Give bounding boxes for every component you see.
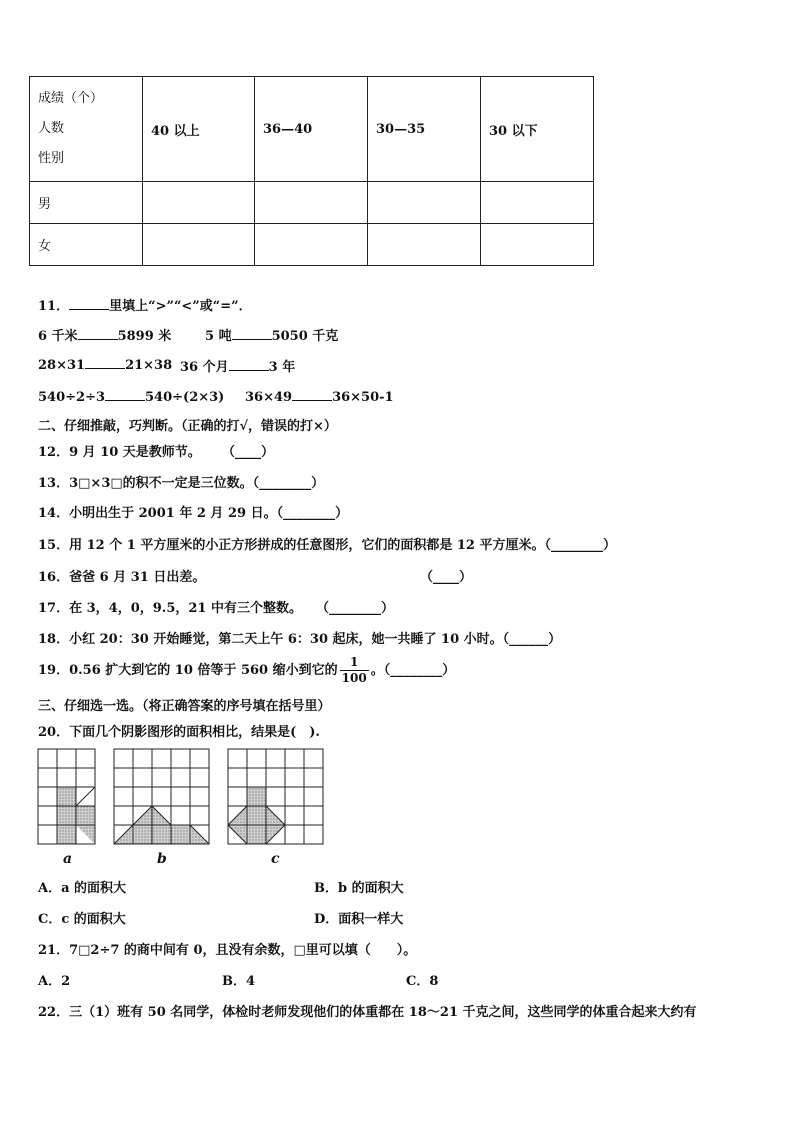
answer-paren[interactable]: （____） <box>420 570 473 585</box>
option-b[interactable]: B．4 <box>222 974 256 989</box>
option-c[interactable]: C．8 <box>406 974 439 989</box>
section-3-heading: 三、仔细选一选。（将正确答案的序号填在括号里） <box>38 699 331 714</box>
row-label-male: 男 <box>30 182 143 224</box>
section-2-heading: 二、仔细推敲，巧判断。（正确的打√，错误的打×） <box>38 419 337 434</box>
question-21: 21．7□2÷7 的商中间有 0，且没有余数，□里可以填（ ）。 <box>38 943 417 958</box>
question-17: 17．在 3，4，0，9.5，21 中有三个整数。 （________） <box>38 601 395 616</box>
answer-blank[interactable] <box>229 358 269 371</box>
answer-paren[interactable]: （________） <box>252 476 325 491</box>
answer-blank[interactable] <box>69 297 109 310</box>
question-19: 19．0.56 扩大到它的 10 倍等于 560 缩小到它的 $\frac{1}{100}$ 。（________） <box>38 655 456 685</box>
answer-paren[interactable]: （________） <box>276 506 349 521</box>
question-12: 12．9 月 10 天是教师节。 <box>38 445 201 460</box>
diagonal-header-cell <box>30 77 143 182</box>
header-line-count: 人数 <box>38 121 65 136</box>
option-b[interactable]: B．b 的面积大 <box>314 881 404 896</box>
grid-figure-b <box>114 749 209 844</box>
table-cell[interactable] <box>481 224 594 266</box>
table-row <box>30 182 594 224</box>
compare-line-1: 6 千米 5899 米 <box>38 329 172 344</box>
table-cell[interactable] <box>481 182 594 224</box>
answer-blank[interactable] <box>105 388 145 401</box>
table-cell[interactable] <box>143 182 255 224</box>
question-13: 13．3□×3□的积不一定是三位数。（________） <box>38 476 325 491</box>
answer-paren[interactable]: （________） <box>544 538 616 553</box>
question-15: 15．用 12 个 1 平方厘米的小正方形拼成的任意图形，它们的面积都是 12 平方厘米。（________） <box>38 538 616 553</box>
header-line-score: 成绩（个） <box>38 91 104 106</box>
question-16: 16．爸爸 6 月 31 日出差。 <box>38 570 206 585</box>
table-header-row <box>30 77 594 182</box>
row-label-female: 女 <box>30 224 143 266</box>
answer-blank[interactable] <box>292 388 332 401</box>
question-11-title: 11． 里填上“>”“<”或“=”． <box>38 299 252 314</box>
shaded-region <box>171 825 190 844</box>
table-cell[interactable] <box>255 182 368 224</box>
option-d[interactable]: D．面积一样大 <box>314 912 404 927</box>
answer-paren[interactable]: （______） <box>502 632 562 647</box>
compare-line-3b: 36×49 36×50-1 <box>245 390 394 405</box>
answer-blank[interactable] <box>232 327 272 340</box>
shaded-region <box>57 787 76 844</box>
answer-blank[interactable] <box>78 327 118 340</box>
question-18: 18．小红 20：30 开始睡觉，第二天上午 6：30 起床，她一共睡了 10 小时。（______） <box>38 632 562 647</box>
answer-paren[interactable]: （________） <box>316 601 395 616</box>
header-line-gender: 性别 <box>38 151 65 166</box>
option-a[interactable]: A．a 的面积大 <box>38 881 127 896</box>
answer-paren[interactable]: （____） <box>222 445 275 460</box>
score-table <box>29 76 594 266</box>
column-header: 30—35 <box>368 77 481 182</box>
table-cell[interactable] <box>368 182 481 224</box>
table-cell[interactable] <box>255 224 368 266</box>
table-cell[interactable] <box>368 224 481 266</box>
figure-label-b: b <box>157 851 167 867</box>
compare-line-2: 28×31 21×38 <box>38 358 173 373</box>
shaded-region <box>76 825 95 844</box>
figure-label-a: a <box>63 851 73 867</box>
fraction: $\frac{1}{100}$ <box>341 655 367 685</box>
question-22: 22．三（1）班有 50 名同学，体检时老师发现他们的体重都在 18～21 千克之间，这些同学的体重合起来大约有 <box>38 1005 697 1020</box>
answer-blank[interactable] <box>85 356 125 369</box>
table-row <box>30 224 594 266</box>
shaded-grid-figures <box>36 747 336 847</box>
shaded-region <box>247 787 266 806</box>
grid-figure-a <box>38 749 95 844</box>
question-14: 14．小明出生于 2001 年 2 月 29 日。（________） <box>38 506 349 521</box>
compare-line-3: 540÷2÷3 540÷(2×3) <box>38 390 225 405</box>
option-c[interactable]: C．c 的面积大 <box>38 912 126 927</box>
grid-figure-c <box>228 749 323 844</box>
compare-line-1b: 5 吨 5050 千克 <box>205 329 339 344</box>
option-a[interactable]: A．2 <box>38 974 71 989</box>
answer-paren[interactable]: 。（________） <box>370 663 456 678</box>
figure-label-c: c <box>271 851 280 867</box>
column-header: 30 以下 <box>481 77 594 182</box>
compare-line-2b: 36 个月 3 年 <box>180 360 296 375</box>
question-20: 20．下面几个阴影图形的面积相比，结果是( ). <box>38 725 320 740</box>
column-header: 36—40 <box>255 77 368 182</box>
column-header: 40 以上 <box>143 77 255 182</box>
table-cell[interactable] <box>143 224 255 266</box>
